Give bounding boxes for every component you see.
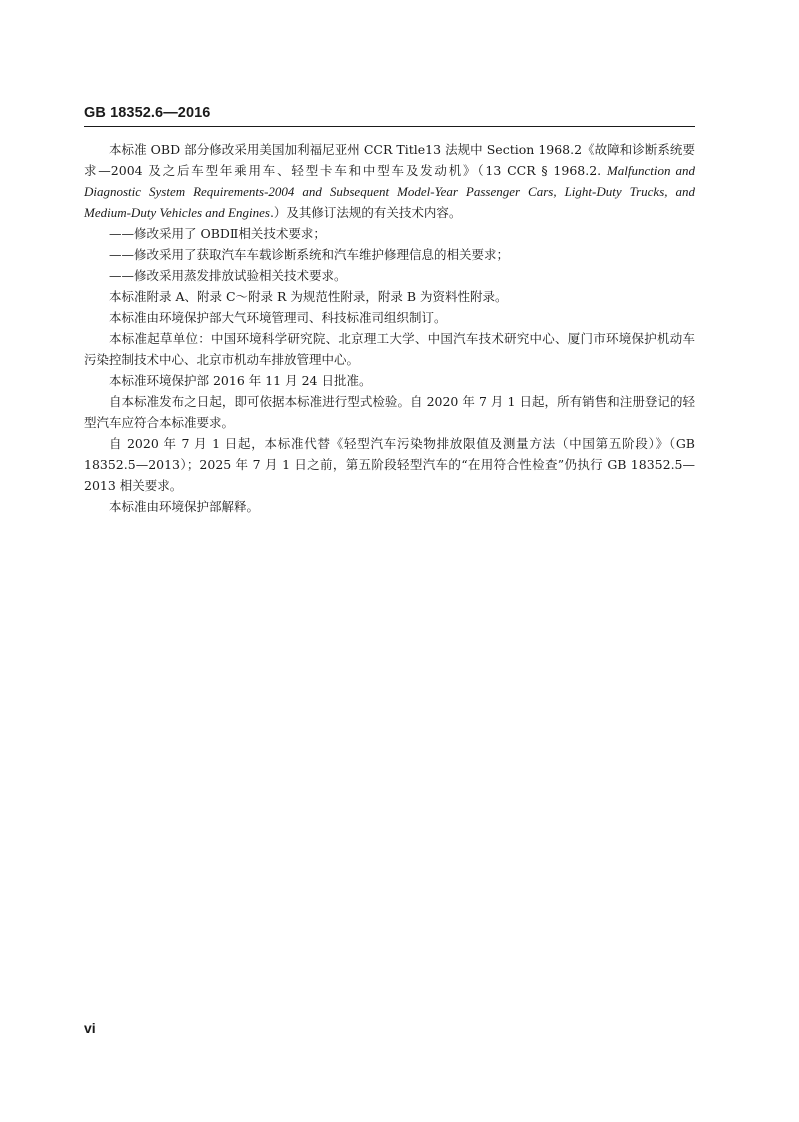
paragraph-appendix-info: 本标准附录 A、附录 C～附录 R 为规范性附录，附录 B 为资料性附录。 (109, 289, 508, 304)
regulation-title-italic: Malfunction and Diagnostic System Requirements-2004 and Subsequent Model-Year Passenger Cars, Light-Duty Trucks, and Medium-Duty Vehicles and Engines (84, 163, 696, 220)
list-item: ——修改采用了 OBDⅡ相关技术要求； (109, 226, 326, 241)
paragraph-organizer: 本标准由环境保护部大气环境管理司、科技标准司组织制订。 (109, 310, 447, 325)
paragraph-obd-adoption-text: 本标准 OBD 部分修改采用美国加利福尼亚州 CCR Title13 法规中 Section 1968.2《故障和诊断系统要求—2004 及之后车型年乘用车、轻型卡车和中型车及发动机》（13 CCR § 1968.2. (84, 142, 695, 178)
paragraph-approval-date: 本标准环境保护部 2016 年 11 月 24 日批准。 (109, 373, 372, 388)
paragraph-drafting-units: 本标准起草单位：中国环境科学研究院、北京理工大学、中国汽车技术研究中心、厦门市环境保护机动车污染控制技术中心、北京市机动车排放管理中心。 (84, 331, 695, 367)
paragraph-obd-adoption (84, 139, 695, 223)
paragraph-obd-adoption-tail: .）及其修订法规的有关技术内容。 (269, 205, 462, 220)
header-rule (84, 126, 695, 127)
foreword-content (84, 139, 695, 517)
paragraph-effective-date: 自本标准发布之日起，即可依据本标准进行型式检验。自 2020 年 7 月 1 日起，所有销售和注册登记的轻型汽车应符合本标准要求。 (84, 394, 695, 430)
list-item: ——修改采用蒸发排放试验相关技术要求。 (109, 268, 347, 283)
document-id-header: GB 18352.6—2016 (84, 105, 211, 121)
list-item: ——修改采用了获取汽车车载诊断系统和汽车维护修理信息的相关要求； (109, 247, 510, 262)
paragraph-replacement: 自 2020 年 7 月 1 日起，本标准代替《轻型汽车污染物排放限值及测量方法（中国第五阶段）》（GB 18352.5—2013）；2025 年 7 月 1 日之前，第五阶段轻型汽车的“在用符合性检查”仍执行 GB 18352.5—2013 相关要求。 (84, 436, 695, 493)
page-number: vi (84, 1020, 96, 1036)
paragraph-interpretation: 本标准由环境保护部解释。 (109, 499, 260, 514)
